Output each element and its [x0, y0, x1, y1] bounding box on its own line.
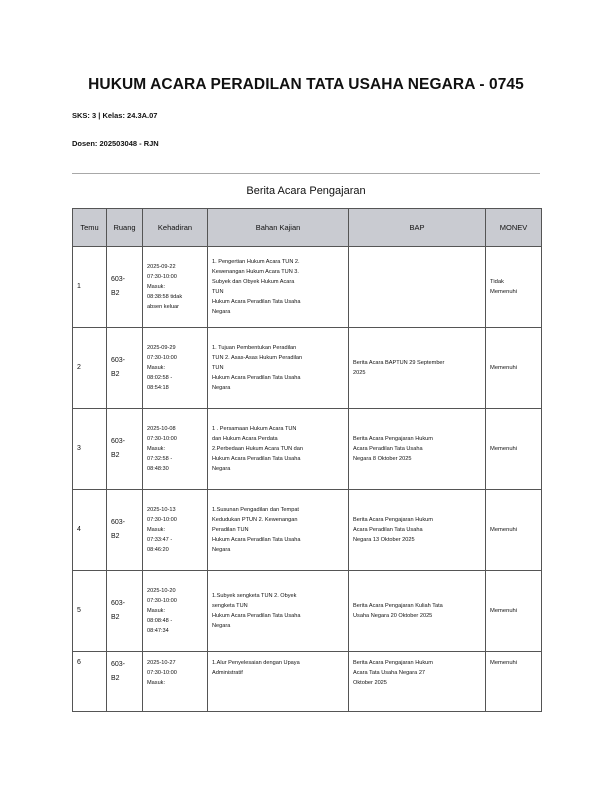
- cell-monev: Memenuhi: [486, 328, 542, 409]
- cell-kehadiran: 2025-10-27 07:30-10:00 Masuk:: [143, 652, 208, 712]
- cell-bap: Berita Acara Pengajaran Hukum Acara Tata Usaha Negara 27 Oktober 2025: [349, 652, 486, 712]
- cell-temu: 5: [73, 571, 107, 652]
- cell-kehadiran: 2025-10-20 07:30-10:00 Masuk: 08:08:48 - 08:47:34: [143, 571, 208, 652]
- page-title: HUKUM ACARA PERADILAN TATA USAHA NEGARA - 0745: [88, 76, 524, 93]
- cell-monev: Memenuhi: [486, 652, 542, 712]
- cell-bahan-kajian: 1.Alur Penyelesaian dengan Upaya Administratif: [208, 652, 349, 712]
- cell-bap: [349, 247, 486, 328]
- cell-bap: Berita Acara Pengajaran Hukum Acara Peradilan Tata Usaha Negara 13 Oktober 2025: [349, 490, 486, 571]
- cell-kehadiran: 2025-10-13 07:30-10:00 Masuk: 07:33:47 - 08:46:20: [143, 490, 208, 571]
- cell-temu: 6: [73, 652, 107, 712]
- cell-ruang: 603- B2: [107, 247, 143, 328]
- header-monev: MONEV: [486, 209, 542, 247]
- cell-bahan-kajian: 1.Susunan Pengadilan dan Tempat Kedudukan PTUN 2. Kewenangan Peradilan TUN Hukum Acara Peradilan Tata Usaha Negara: [208, 490, 349, 571]
- cell-bap: Berita Acara Pengajaran Hukum Acara Peradilan Tata Usaha Negara 8 Oktober 2025: [349, 409, 486, 490]
- cell-temu: 4: [73, 490, 107, 571]
- table-header-row: [73, 209, 542, 247]
- cell-bahan-kajian: 1. Tujuan Pembentukan Peradilan TUN 2. Asas-Asas Hukum Peradilan TUN Hukum Acara Peradilan Tata Usaha Negara: [208, 328, 349, 409]
- cell-kehadiran: 2025-09-22 07:30-10:00 Masuk: 08:38:58 tidak absen keluar: [143, 247, 208, 328]
- header-ruang: Ruang: [107, 209, 143, 247]
- sks-kelas-line: SKS: 3 | Kelas: 24.3A.07: [72, 111, 158, 120]
- cell-kehadiran: 2025-09-29 07:30-10:00 Masuk: 08:02:58 - 08:54:18: [143, 328, 208, 409]
- cell-temu: 3: [73, 409, 107, 490]
- cell-temu: 2: [73, 328, 107, 409]
- bap-table: [72, 208, 542, 712]
- cell-monev: Memenuhi: [486, 571, 542, 652]
- header-bahan-kajian: Bahan Kajian: [208, 209, 349, 247]
- cell-bahan-kajian: 1 . Persamaan Hukum Acara TUN dan Hukum Acara Perdata 2.Perbedaan Hukum Acara TUN dan Hukum Acara Peradilan Tata Usaha Negara: [208, 409, 349, 490]
- cell-ruang: 603- B2: [107, 328, 143, 409]
- cell-ruang: 603- B2: [107, 652, 143, 712]
- cell-monev: Tidak Memenuhi: [486, 247, 542, 328]
- cell-temu: 1: [73, 247, 107, 328]
- table-row: [73, 328, 542, 409]
- table-row: [73, 571, 542, 652]
- header-kehadiran: Kehadiran: [143, 209, 208, 247]
- table-row: [73, 490, 542, 571]
- cell-bahan-kajian: 1.Subyek sengketa TUN 2. Obyek sengketa TUN Hukum Acara Peradilan Tata Usaha Negara: [208, 571, 349, 652]
- table-row: [73, 652, 542, 712]
- dosen-line: Dosen: 202503048 - RJN: [72, 139, 159, 148]
- cell-ruang: 603- B2: [107, 571, 143, 652]
- table-row: [73, 247, 542, 328]
- cell-ruang: 603- B2: [107, 490, 143, 571]
- header-bap: BAP: [349, 209, 486, 247]
- cell-bap: Berita Acara Pengajaran Kuliah Tata Usaha Negara 20 Oktober 2025: [349, 571, 486, 652]
- divider: [72, 173, 540, 174]
- cell-monev: Memenuhi: [486, 409, 542, 490]
- table-row: [73, 409, 542, 490]
- section-title: Berita Acara Pengajaran: [246, 185, 366, 197]
- cell-monev: Memenuhi: [486, 490, 542, 571]
- cell-bahan-kajian: 1. Pengertian Hukum Acara TUN 2. Kewenangan Hukum Acara TUN 3. Subyek dan Obyek Hukum Acara TUN Hukum Acara Peradilan Tata Usaha Negara: [208, 247, 349, 328]
- header-temu: Temu: [73, 209, 107, 247]
- cell-kehadiran: 2025-10-08 07:30-10:00 Masuk: 07:32:58 - 08:48:30: [143, 409, 208, 490]
- cell-bap: Berita Acara BAPTUN 29 September 2025: [349, 328, 486, 409]
- cell-ruang: 603- B2: [107, 409, 143, 490]
